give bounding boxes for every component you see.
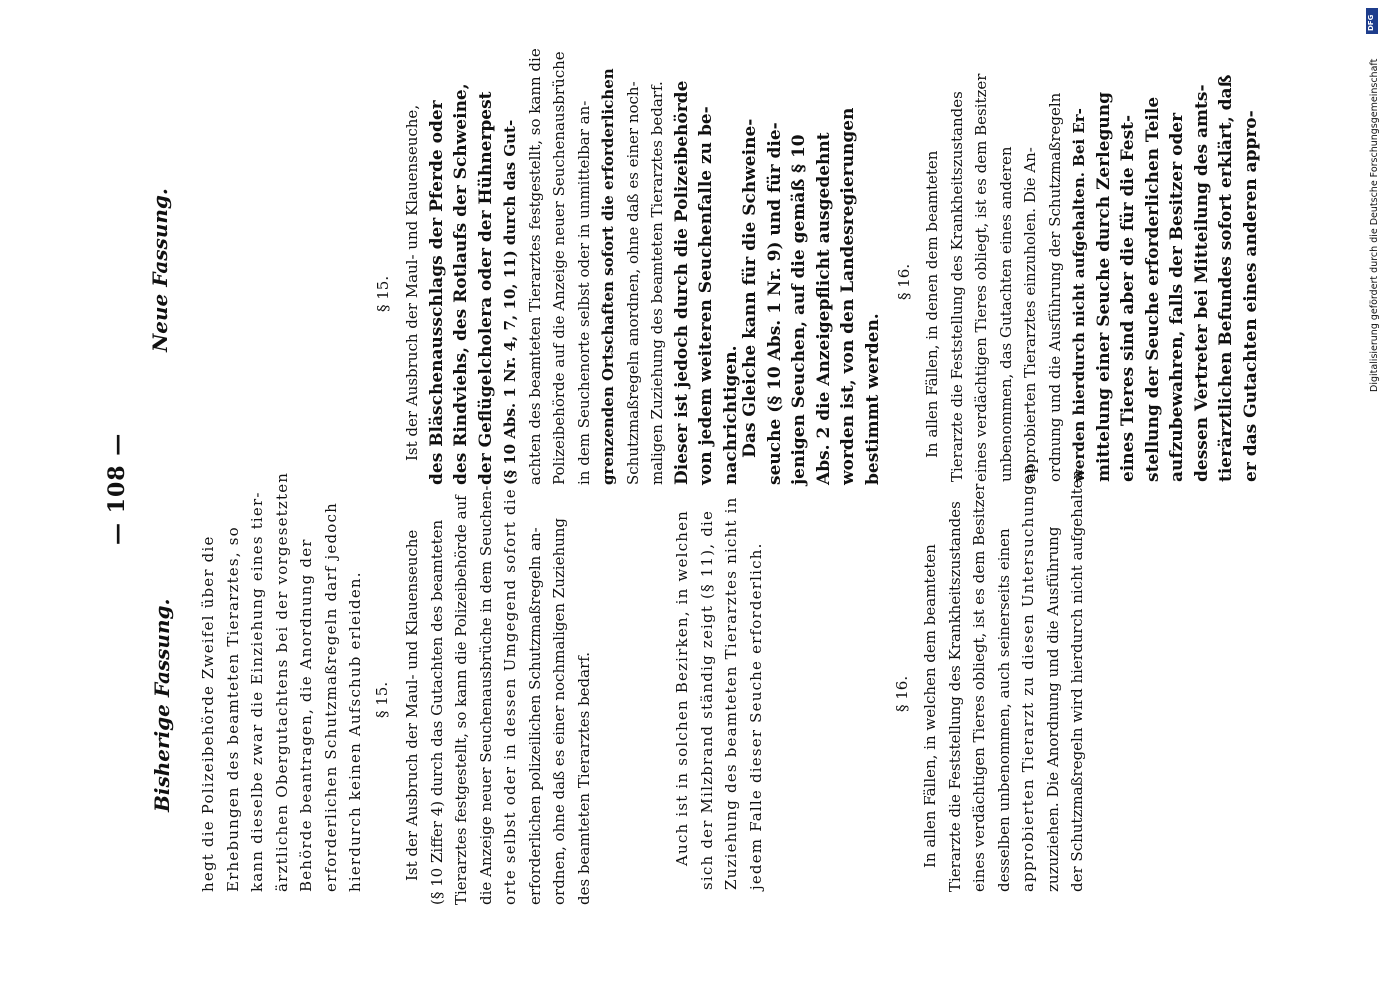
left-section-16-label: § 16. — [893, 675, 911, 712]
text-line: werden hierdurch nicht aufgehalten. Bei Er- — [1070, 108, 1088, 482]
text-line: der Schutzmaßregeln wird hierdurch nicht aufgehalten. — [1068, 465, 1086, 892]
text-line: Auch ist in solchen Bezirken, in welchen — [673, 509, 691, 866]
text-line: aufzubewahren, falls der Besitzer oder — [1167, 112, 1187, 482]
left-section-15-second-paragraph — [670, 497, 768, 890]
text-line: unbenommen, das Gutachten eines anderen — [996, 146, 1015, 482]
text-line: erforderlichen polizeilichen Schutzmaßregeln an- — [525, 527, 544, 905]
text-line: Erhebungen des beamteten Tierarztes, so — [223, 526, 242, 892]
dfg-logo-text: DFG — [1367, 14, 1375, 31]
text-line: Tierarztes festgestellt, so kann die Polizeibehörde auf — [452, 495, 470, 905]
text-line: hierdurch keinen Aufschub erleiden. — [346, 571, 364, 892]
text-line: er das Gutachten eines anderen appro- — [1240, 110, 1261, 482]
text-line: zuzuziehen. Die Anordnung und die Ausführung — [1043, 526, 1062, 892]
text-line: (§ 10 Abs. 1 Nr. 4, 7, 10, 11) durch das Gut- — [501, 119, 519, 485]
text-line: Abs. 2 die Anzeigepflicht ausgedehnt — [813, 132, 834, 485]
text-line: der Geflügelcholera oder der Hühnerpest — [475, 91, 496, 485]
text-line: bestimmt werden. — [862, 313, 883, 485]
dfg-logo — [1366, 8, 1378, 34]
text-line: seuche (§ 10 Abs. 1 Nr. 9) und für die- — [764, 122, 785, 485]
right-section-15-paragraph — [400, 48, 743, 485]
digitization-credit: Digitalisierung gefördert durch die Deutsche Forschungsgemeinschaft — [1369, 58, 1380, 392]
text-line: ärztlichen Obergutachtens bei der vorgesetzten — [272, 471, 291, 892]
text-line: eines verdächtigen Tieres obliegt, ist es dem Besitzer — [972, 73, 990, 482]
text-line: In allen Fällen, in welchen dem beamteten — [921, 544, 939, 868]
text-line: worden ist, von den Landesregierungen — [838, 107, 858, 485]
text-line: eines Tieres sind aber die für die Fest- — [1118, 114, 1138, 482]
right-column-heading: Neue Fassung. — [148, 188, 172, 352]
text-line: Zuziehung des beamteten Tierarztes nicht in — [722, 496, 740, 890]
text-line: jenigen Seuchen, auf die gemäß § 10 — [789, 134, 809, 485]
text-line: des beamteten Tierarztes bedarf. — [574, 651, 593, 905]
right-section-16-label: § 16. — [895, 263, 913, 300]
text-line: erforderlichen Schutzmaßregeln darf jedoch — [321, 502, 340, 892]
text-line: Das Gleiche kann für die Schweine- — [740, 118, 760, 458]
text-line: eines verdächtigen Tieres obliegt, ist es dem Besitzer — [970, 483, 988, 892]
text-line: ordnen, ohne daß es einer nochmaligen Zuziehung — [550, 517, 568, 905]
right-section-15-label: § 15. — [374, 275, 392, 312]
right-section-16-paragraph — [920, 74, 1263, 482]
text-line: dessen Vertreter bei Mitteilung des amts- — [1191, 84, 1212, 482]
text-line: desselben unbenommen, auch seinerseits einen — [994, 528, 1013, 892]
text-line: approbierten Tierarztes einzuholen. Die An- — [1021, 147, 1039, 482]
text-line: grenzenden Ortschaften sofort die erforderlichen — [599, 68, 617, 485]
text-line: Ist der Ausbruch der Maul- und Klauenseuche — [403, 529, 421, 881]
page-number: — 108 — — [104, 432, 130, 545]
text-line: ordnung und die Ausführung der Schutzmaßregeln — [1045, 92, 1064, 482]
text-line: kann dieselbe zwar die Einziehung eines tier- — [248, 491, 266, 892]
text-line: approbierten Tierarzt zu diesen Untersuchungen — [1019, 463, 1037, 892]
text-line: maligen Zuziehung des beamteten Tierarztes bedarf. — [648, 81, 666, 485]
text-line: des Bläschenausschlags der Pferde oder — [426, 100, 447, 485]
text-line: Tierarzte die Feststellung des Krankheitszustandes — [947, 91, 966, 482]
text-line: Behörde beantragen, die Anordnung der — [297, 538, 315, 892]
left-column-heading: Bisherige Fassung. — [150, 598, 174, 812]
left-section-16-paragraph — [918, 463, 1090, 892]
text-line: sich der Milzbrand ständig zeigt (§ 11), die — [697, 509, 716, 890]
text-line: in dem Seuchenorte selbst oder in unmittelbar an- — [574, 100, 593, 485]
text-line: Polizeibehörde auf die Anzeige neuer Seuchenausbrüche — [550, 51, 568, 485]
text-line: achten des beamteten Tierarztes festgestellt, so kann die — [525, 48, 544, 485]
text-line: von jedem weiteren Seuchenfalle zu be- — [696, 106, 716, 485]
text-line: Schutzmaßregeln anordnen, ohne daß es einer noch- — [623, 81, 642, 485]
left-intro-paragraph — [196, 472, 368, 892]
text-line: mittelung einer Seuche durch Zerlegung — [1093, 92, 1114, 482]
text-line: jedem Falle dieser Seuche erforderlich. — [746, 542, 765, 890]
text-line: die Anzeige neuer Seuchenausbrüche in dem Seuchen- — [476, 485, 495, 905]
left-section-15-paragraph — [400, 486, 596, 905]
text-line: nachrichtigen. — [720, 345, 741, 485]
text-line: (§ 10 Ziffer 4) durch das Gutachten des beamteten — [427, 519, 446, 905]
text-line: hegt die Polizeibehörde Zweifel über die — [199, 535, 217, 892]
text-line: In allen Fällen, in denen dem beamteten — [923, 150, 941, 458]
text-line: des Rindviehs, des Rotlaufs der Schweine, — [451, 83, 471, 485]
left-section-15-label: § 15. — [373, 681, 391, 718]
text-line: tierärztlichen Befundes sofort erklärt, daß — [1216, 74, 1236, 482]
text-line: Tierarzte die Feststellung des Krankheitszustandes — [945, 501, 964, 892]
text-line: orte selbst oder in dessen Umgegend sofort die — [501, 488, 519, 905]
text-line: stellung der Seuche erforderlichen Teile — [1142, 96, 1163, 482]
right-section-15-second-paragraph — [738, 108, 885, 485]
text-line: Dieser ist jedoch durch die Polizeibehörde — [671, 80, 692, 485]
text-line: Ist der Ausbruch der Maul- und Klauenseuche, — [403, 104, 421, 461]
